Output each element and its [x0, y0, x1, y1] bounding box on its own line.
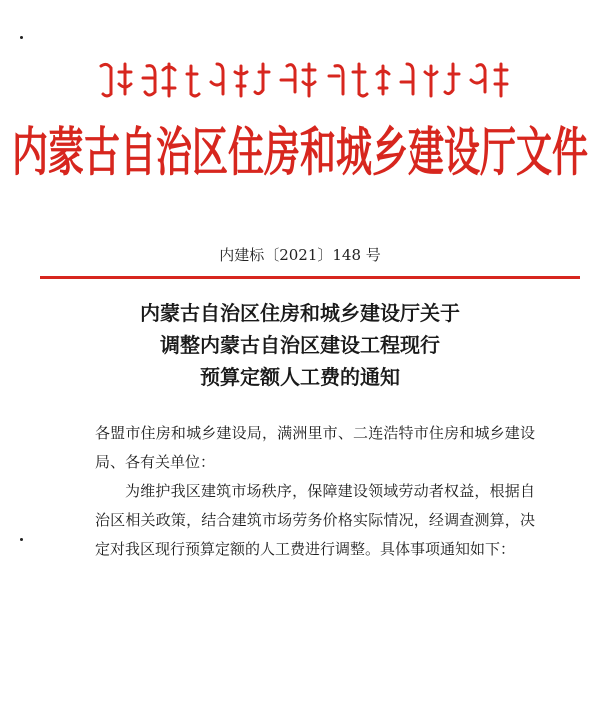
- document-number: 内建标〔2021〕148 号: [219, 246, 381, 264]
- document-body: [95, 419, 535, 564]
- red-divider-line: [40, 276, 580, 279]
- mongolian-script-heading: [95, 58, 520, 104]
- mongolian-script-logo: [95, 58, 520, 104]
- document-title-line-1: 内蒙古自治区住房和城乡建设厅关于: [140, 301, 460, 325]
- document-title: [0, 297, 600, 393]
- scan-mark-top: [20, 36, 23, 39]
- document-title-line-3: 预算定额人工费的通知: [200, 365, 400, 389]
- body-paragraph-1: 为维护我区建筑市场秩序，保障建设领域劳动者权益，根据自治区相关政策，结合建筑市场劳务价格实际情况，经调查测算，决定对我区现行预算定额的人工费进行调整。具体事项通知如下：: [95, 482, 535, 558]
- scan-mark-middle: [20, 538, 23, 541]
- issuer-header-title: 内蒙古自治区住房和城乡建设厅文件: [11, 122, 588, 184]
- recipients-paragraph: 各盟市住房和城乡建设局，满洲里市、二连浩特市住房和城乡建设局、各有关单位：: [95, 424, 535, 471]
- document-title-line-2: 调整内蒙古自治区建设工程现行: [160, 333, 440, 357]
